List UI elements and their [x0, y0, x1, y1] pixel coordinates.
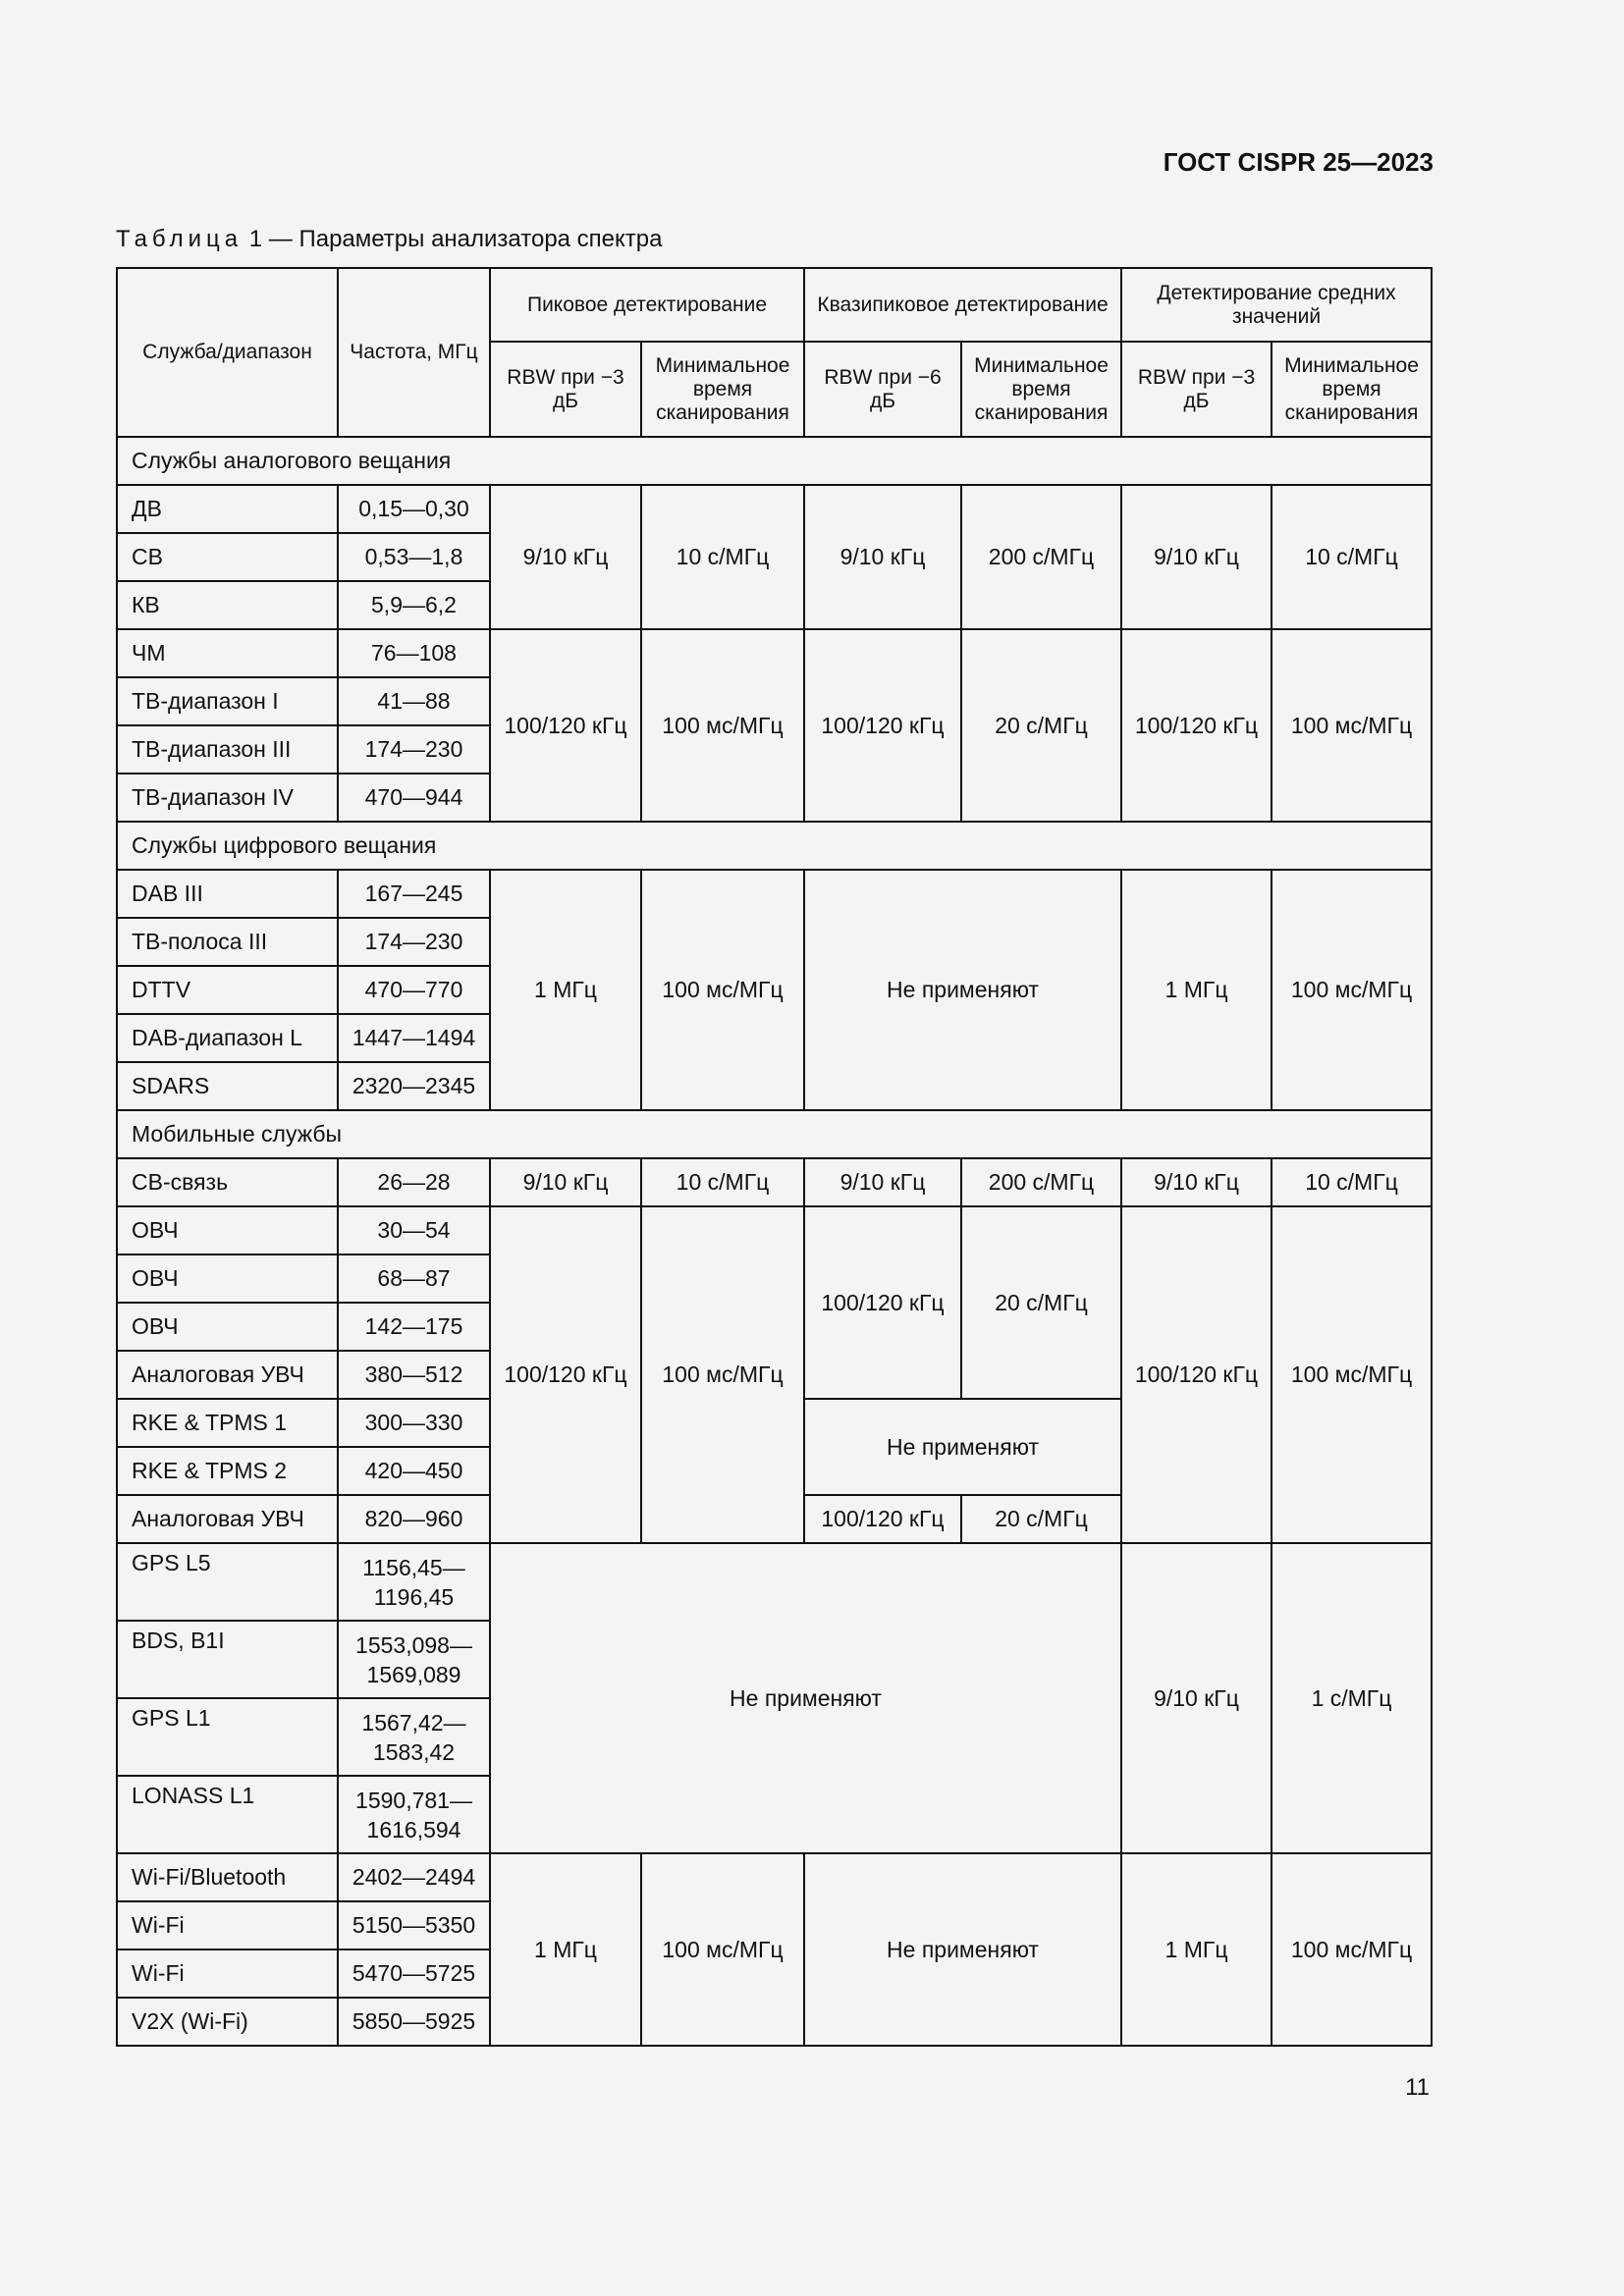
- frequency-end: 1569,089: [366, 1661, 461, 1687]
- frequency-cell: 30—54: [338, 1206, 490, 1255]
- header-avg-scan: Минимальное время сканирования: [1272, 342, 1432, 437]
- header-quasipeak: Квазипиковое детектирование: [804, 268, 1121, 342]
- frequency-cell: 142—175: [338, 1303, 490, 1351]
- value-cell: 9/10 кГц: [490, 1158, 641, 1206]
- value-cell: 100 мс/МГц: [641, 870, 804, 1110]
- service-cell: СВ: [117, 533, 338, 581]
- frequency-cell: 380—512: [338, 1351, 490, 1399]
- value-cell: 100/120 кГц: [490, 1206, 641, 1543]
- value-cell: 1 МГц: [490, 1853, 641, 2046]
- value-cell: 100 мс/МГц: [1272, 870, 1432, 1110]
- frequency-cell: 420—450: [338, 1447, 490, 1495]
- value-cell: 1 МГц: [1121, 870, 1272, 1110]
- section-heading: Службы аналогового вещания: [117, 437, 1432, 485]
- service-cell: LONASS L1: [117, 1776, 338, 1853]
- header-peak: Пиковое детектирование: [490, 268, 804, 342]
- value-cell: 9/10 кГц: [804, 485, 961, 629]
- service-cell: ОВЧ: [117, 1255, 338, 1303]
- service-cell: КВ: [117, 581, 338, 629]
- frequency-end: 1196,45: [373, 1583, 455, 1610]
- service-cell: BDS, B1I: [117, 1621, 338, 1698]
- header-frequency: Частота, МГц: [338, 268, 490, 437]
- value-cell: 10 с/МГц: [1272, 1158, 1432, 1206]
- service-cell: ОВЧ: [117, 1206, 338, 1255]
- section-heading: Мобильные службы: [117, 1110, 1432, 1158]
- frequency-cell: 174—230: [338, 918, 490, 966]
- frequency-end: 1583,42: [372, 1738, 456, 1765]
- value-cell: 200 с/МГц: [961, 1158, 1121, 1206]
- header-peak-rbw: RBW при −3 дБ: [490, 342, 641, 437]
- table-row: [117, 1853, 1432, 1901]
- table-row: [117, 1206, 1432, 1255]
- frequency-cell: 2402—2494: [338, 1853, 490, 1901]
- frequency-end: 1616,594: [366, 1816, 461, 1842]
- value-cell: 9/10 кГц: [1121, 485, 1272, 629]
- frequency-start: 1156,45—: [362, 1554, 465, 1580]
- frequency-cell: 2320—2345: [338, 1062, 490, 1110]
- frequency-start: 1567,42—: [361, 1709, 466, 1735]
- service-cell: ДВ: [117, 485, 338, 533]
- value-cell: 9/10 кГц: [804, 1158, 961, 1206]
- value-cell: 100/120 кГц: [490, 629, 641, 822]
- value-cell: 100/120 кГц: [804, 1495, 961, 1543]
- section-heading: Службы цифрового вещания: [117, 822, 1432, 870]
- service-cell: ТВ-полоса III: [117, 918, 338, 966]
- value-cell: 100 мс/МГц: [641, 1206, 804, 1543]
- service-cell: GPS L5: [117, 1543, 338, 1621]
- service-cell: DAB-диапазон L: [117, 1014, 338, 1062]
- frequency-cell: 26—28: [338, 1158, 490, 1206]
- value-cell: 100/120 кГц: [1121, 1206, 1272, 1543]
- frequency-start: 1590,781—: [355, 1787, 472, 1813]
- value-cell: 10 с/МГц: [641, 1158, 804, 1206]
- frequency-cell: 5470—5725: [338, 1949, 490, 1998]
- service-cell: ТВ-диапазон III: [117, 725, 338, 774]
- value-cell: 1 МГц: [1121, 1853, 1272, 2046]
- table-caption: [116, 226, 662, 253]
- value-cell: 100/120 кГц: [804, 1206, 961, 1399]
- not-applicable-cell: Не применяют: [804, 1853, 1121, 2046]
- frequency-cell: 167—245: [338, 870, 490, 918]
- header-peak-scan: Минимальное время сканирования: [641, 342, 804, 437]
- value-cell: 100 мс/МГц: [1272, 1206, 1432, 1543]
- value-cell: 1 с/МГц: [1272, 1543, 1432, 1853]
- header-service: Служба/диапазон: [117, 268, 338, 437]
- frequency-cell: 41—88: [338, 677, 490, 725]
- value-cell: 100 мс/МГц: [641, 1853, 804, 2046]
- service-cell: ОВЧ: [117, 1303, 338, 1351]
- frequency-cell: 1447—1494: [338, 1014, 490, 1062]
- service-cell: ТВ-диапазон IV: [117, 774, 338, 822]
- header-avg-rbw: RBW при −3 дБ: [1121, 342, 1272, 437]
- value-cell: 100 мс/МГц: [1272, 629, 1432, 822]
- frequency-cell: [338, 1543, 490, 1621]
- frequency-cell: 5150—5350: [338, 1901, 490, 1949]
- document-id: ГОСТ CISPR 25—2023: [1163, 147, 1434, 177]
- table-row: [117, 1543, 1432, 1621]
- service-cell: GPS L1: [117, 1698, 338, 1776]
- table-caption-prefix: Таблица: [116, 226, 244, 252]
- value-cell: 100/120 кГц: [804, 629, 961, 822]
- frequency-start: 1553,098—: [355, 1631, 472, 1658]
- header-qp-scan: Минимальное время сканирования: [961, 342, 1121, 437]
- value-cell: 10 с/МГц: [1272, 485, 1432, 629]
- value-cell: 20 с/МГц: [961, 1206, 1121, 1399]
- value-cell: 20 с/МГц: [961, 629, 1121, 822]
- frequency-cell: [338, 1776, 490, 1853]
- service-cell: CB-связь: [117, 1158, 338, 1206]
- value-cell: 9/10 кГц: [490, 485, 641, 629]
- not-applicable-cell: Не применяют: [490, 1543, 1121, 1853]
- value-cell: 9/10 кГц: [1121, 1158, 1272, 1206]
- service-cell: RKE & TPMS 2: [117, 1447, 338, 1495]
- frequency-cell: 68—87: [338, 1255, 490, 1303]
- frequency-cell: 5850—5925: [338, 1998, 490, 2046]
- service-cell: SDARS: [117, 1062, 338, 1110]
- frequency-cell: 0,15—0,30: [338, 485, 490, 533]
- frequency-cell: 300—330: [338, 1399, 490, 1447]
- service-cell: DAB III: [117, 870, 338, 918]
- table-row: [117, 1158, 1432, 1206]
- value-cell: 9/10 кГц: [1121, 1543, 1272, 1853]
- service-cell: Wi-Fi: [117, 1901, 338, 1949]
- table-row: [117, 629, 1432, 677]
- service-cell: ЧМ: [117, 629, 338, 677]
- page-number: 11: [1405, 2074, 1430, 2101]
- frequency-cell: 174—230: [338, 725, 490, 774]
- frequency-cell: 470—944: [338, 774, 490, 822]
- service-cell: Wi-Fi/Bluetooth: [117, 1853, 338, 1901]
- frequency-cell: 5,9—6,2: [338, 581, 490, 629]
- not-applicable-cell: Не применяют: [804, 1399, 1121, 1495]
- table-row: [117, 870, 1432, 918]
- value-cell: 100 мс/МГц: [1272, 1853, 1432, 2046]
- frequency-cell: 820—960: [338, 1495, 490, 1543]
- service-cell: V2X (Wi-Fi): [117, 1998, 338, 2046]
- service-cell: DTTV: [117, 966, 338, 1014]
- value-cell: 200 с/МГц: [961, 485, 1121, 629]
- frequency-cell: 470—770: [338, 966, 490, 1014]
- frequency-cell: [338, 1621, 490, 1698]
- value-cell: 10 с/МГц: [641, 485, 804, 629]
- service-cell: Аналоговая УВЧ: [117, 1351, 338, 1399]
- value-cell: 100 мс/МГц: [641, 629, 804, 822]
- service-cell: RKE & TPMS 1: [117, 1399, 338, 1447]
- frequency-cell: 76—108: [338, 629, 490, 677]
- value-cell: 20 с/МГц: [961, 1495, 1121, 1543]
- service-cell: Wi-Fi: [117, 1949, 338, 1998]
- table-row: [117, 485, 1432, 533]
- spectrum-analyzer-parameters-table: [116, 267, 1433, 2047]
- value-cell: 1 МГц: [490, 870, 641, 1110]
- value-cell: 100/120 кГц: [1121, 629, 1272, 822]
- header-qp-rbw: RBW при −6 дБ: [804, 342, 961, 437]
- service-cell: Аналоговая УВЧ: [117, 1495, 338, 1543]
- table-caption-text: 1 — Параметры анализатора спектра: [248, 226, 663, 252]
- frequency-cell: 0,53—1,8: [338, 533, 490, 581]
- not-applicable-cell: Не применяют: [804, 870, 1121, 1110]
- header-average: Детектирование средних значений: [1121, 268, 1432, 342]
- frequency-cell: [338, 1698, 490, 1776]
- service-cell: ТВ-диапазон I: [117, 677, 338, 725]
